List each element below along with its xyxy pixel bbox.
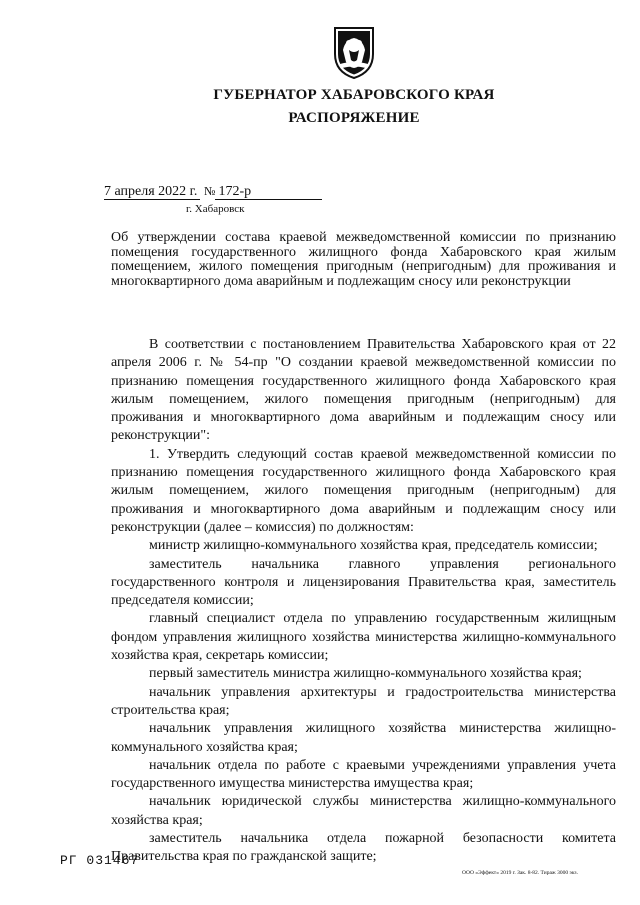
item-1-paragraph: 1. Утвердить следующий состав краевой межведомственной комиссии по признанию помещения государственного жилищного фонда Хабаровского края жилым помещением, жилого помещения пригодным (непригодным) для проживания и многоквартирного дома аварийным и подлежащим сносу или реконструкции (далее – комиссия) по должностям: — [111, 446, 616, 535]
document-body — [111, 336, 616, 867]
coat-of-arms-icon — [331, 24, 377, 80]
member-item: министр жилищно-коммунального хозяйства края, председатель комиссии; — [149, 538, 598, 554]
date-number-line — [104, 184, 322, 200]
member-item: начальник управления жилищного хозяйства министерства жилищно-коммунального хозяйства края; — [111, 721, 616, 755]
issue-city: г. Хабаровск — [186, 203, 245, 215]
number-sign: № — [204, 184, 216, 198]
member-item: начальник отдела по работе с краевыми учреждениями управления учета государственного имущества министерства имущества края; — [111, 757, 616, 792]
document-type: РАСПОРЯЖЕНИЕ — [288, 110, 420, 126]
member-item: начальник управления архитектуры и градостроительства министерства строительства края; — [111, 684, 616, 718]
printer-imprint: ООО «Эффект» 2019 г. Зак. 8-82. Тираж 3000 экз. — [462, 870, 578, 876]
member-item: заместитель начальника главного управления регионального государственного контроля и лицензирования Правительства края, заместитель председателя комиссии; — [111, 556, 616, 609]
document-subject: Об утверждении состава краевой межведомственной комиссии по признанию помещения государственного жилищного фонда Хабаровского края жилым помещением, жилого помещения пригодным (непригодным) для проживания и многоквартирного дома аварийным и подлежащим сносу или реконструкции — [111, 230, 616, 289]
member-item: начальник юридической службы министерства жилищно-коммунального хозяйства края; — [111, 794, 616, 828]
member-item: первый заместитель министра жилищно-коммунального хозяйства края; — [149, 666, 582, 682]
form-serial-code: РГ 031467 — [60, 853, 140, 868]
document-number: 172-р — [215, 184, 322, 200]
preamble-paragraph: В соответствии с постановлением Правительства Хабаровского края от 22 апреля 2006 г. № 54-пр "О создании краевой межведомственной комиссии по признанию помещения государственного жилищного фонда Хабаровского края жилым помещением, жилого помещения пригодным (непригодным) для проживания и многоквартирного дома аварийным и подлежащим сносу или реконструкции": — [111, 337, 616, 444]
issuing-authority: ГУБЕРНАТОР ХАБАРОВСКОГО КРАЯ — [213, 87, 495, 103]
member-item: главный специалист отдела по управлению государственным жилищным фондом управления жилищного хозяйства министерства жилищно-коммунального хозяйства края, секретарь комиссии; — [111, 611, 616, 664]
document-date: 7 апреля 2022 г. — [104, 184, 200, 200]
member-item: заместитель начальника отдела пожарной безопасности комитета Правительства края по гражданской защите; — [111, 831, 616, 865]
